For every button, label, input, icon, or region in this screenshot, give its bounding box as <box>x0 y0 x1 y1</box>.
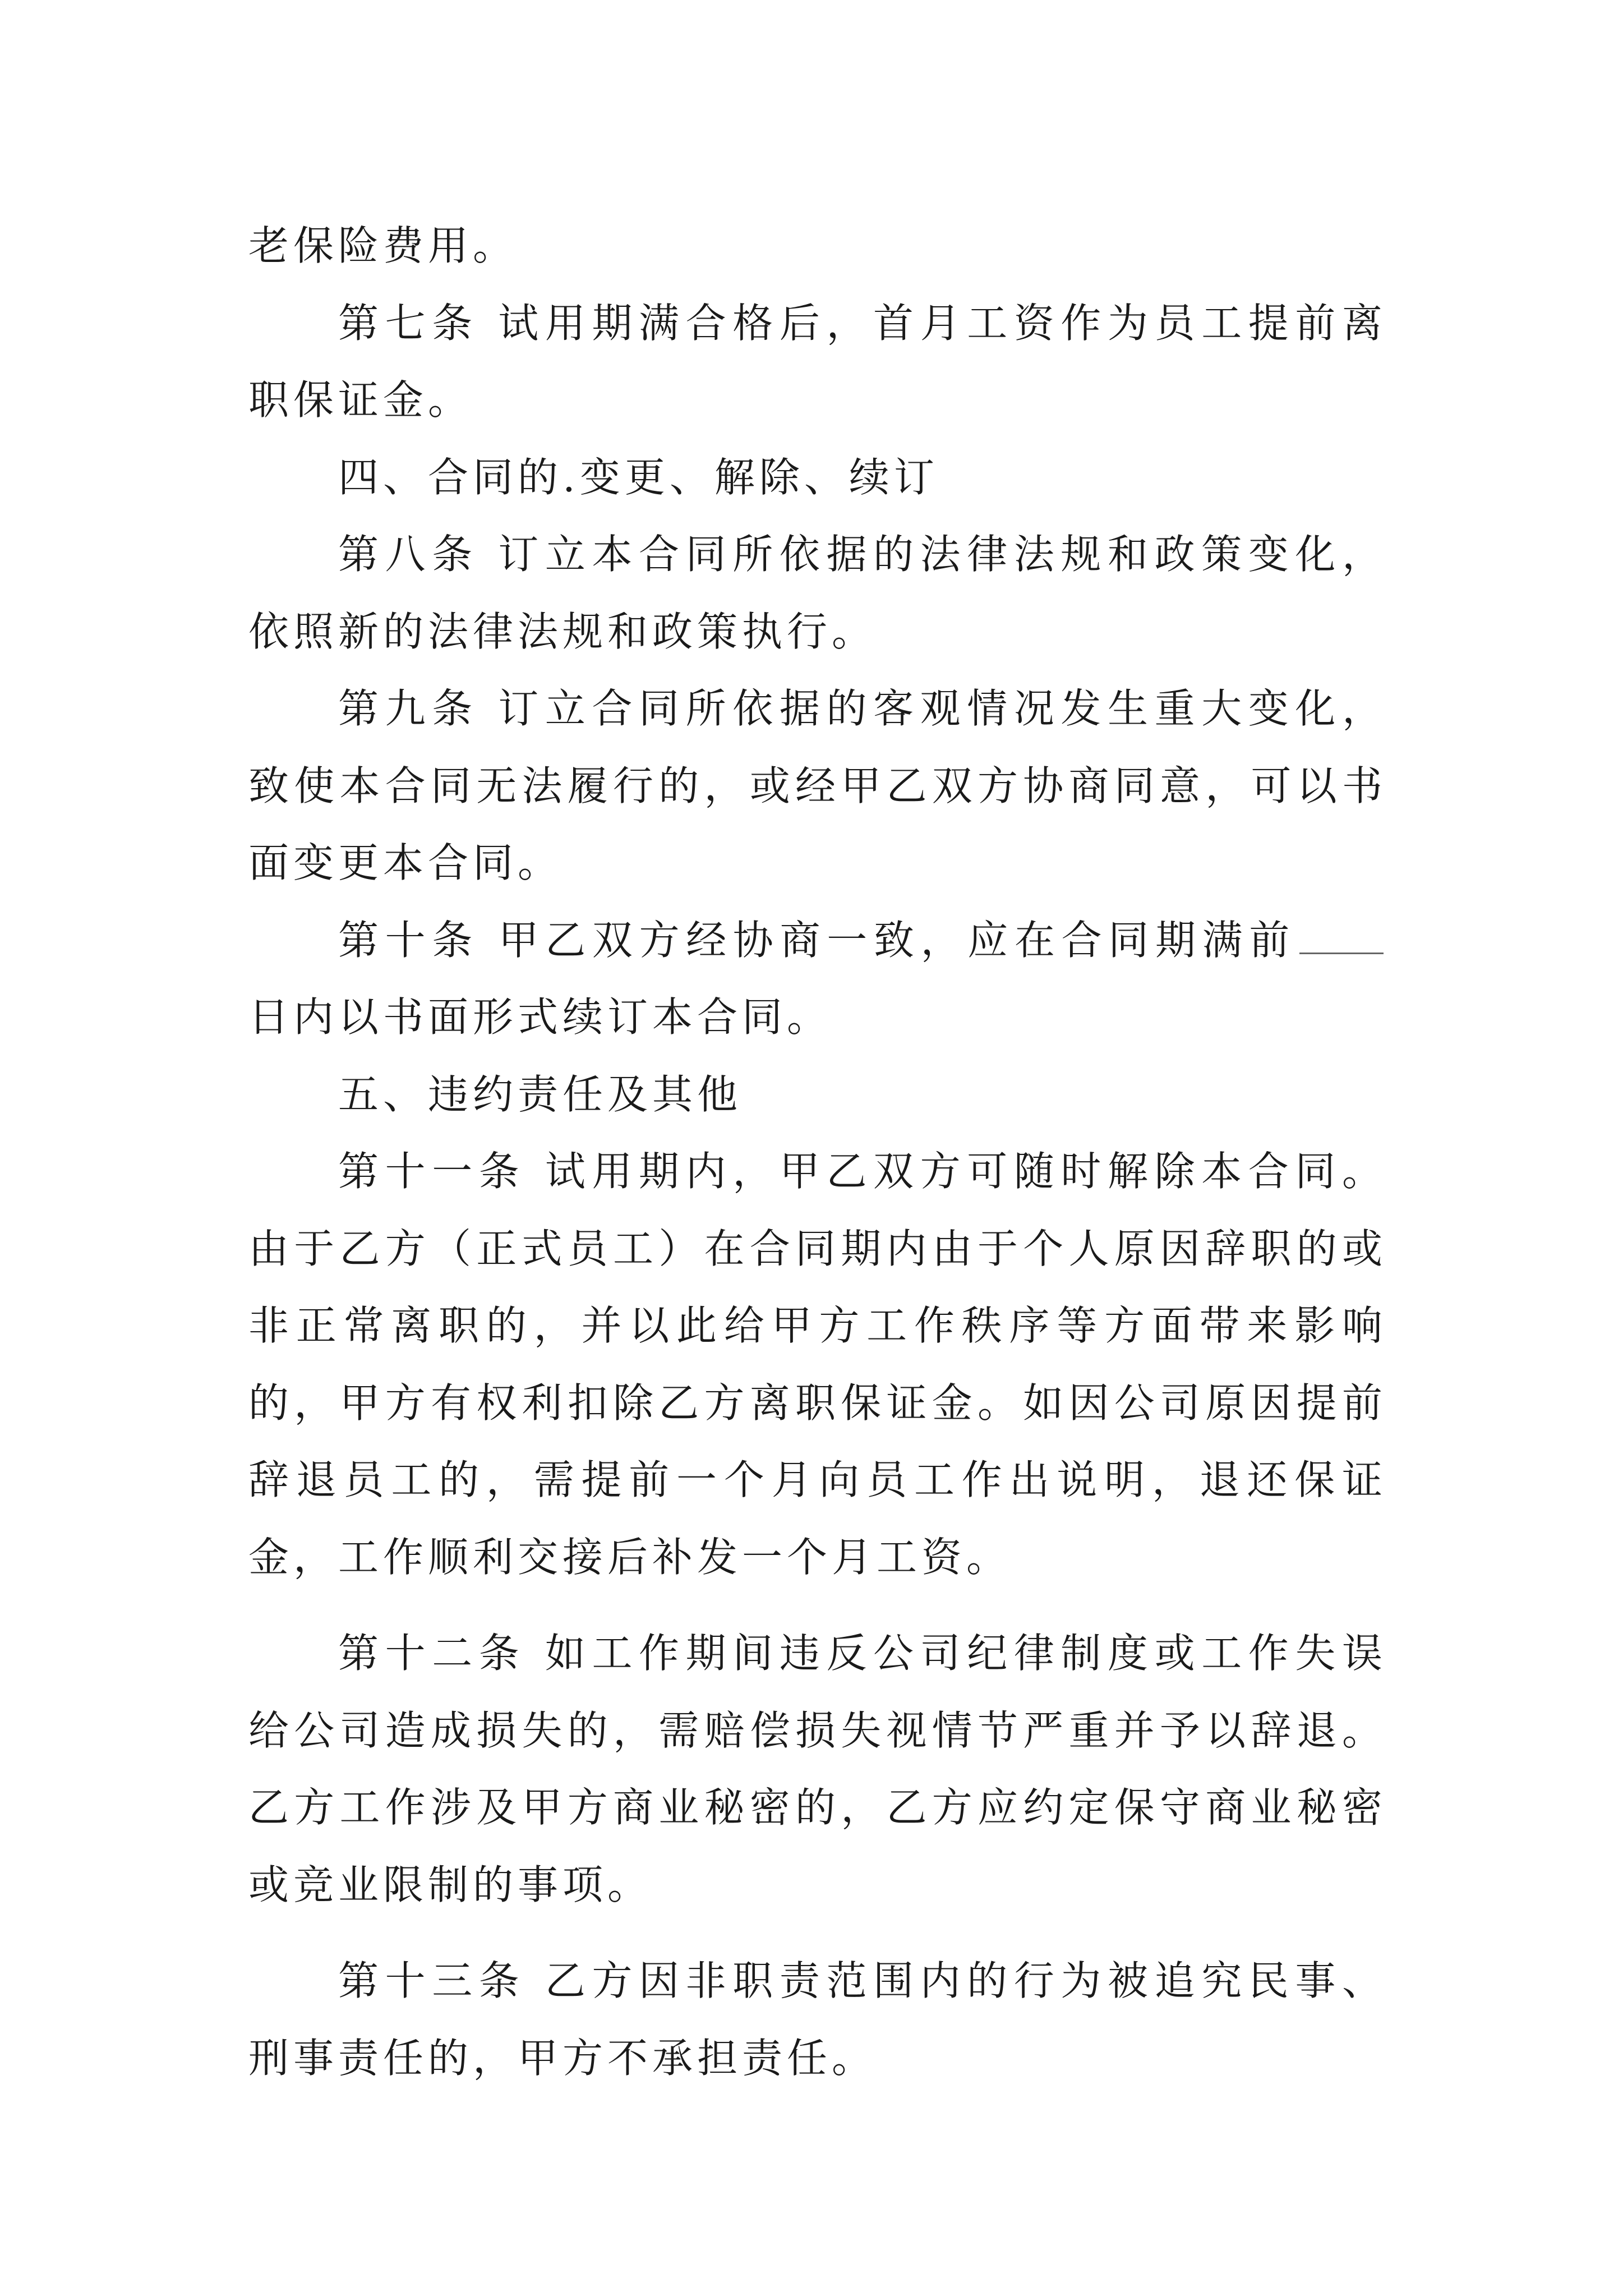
paragraph-article-9: 第九条 订立合同所依据的客观情况发生重大变化，致使本合同无法履行的，或经甲乙双方协商同意，可以书面变更本合同。 <box>248 685 1387 886</box>
paragraph-article-11: 第十一条 试用期内，甲乙双方可随时解除本合同。由于乙方（正式员工）在合同期内由于个人原因辞职的或非正常离职的，并以此给甲方工作秩序等方面带来影响的，甲方有权利扣除乙方离职保证金。如因公司原因提前辞退员工的，需提前一个月向员工作出说明，退还保证金，工作顺利交接后补发一个月工资。 <box>248 1148 1387 1581</box>
paragraph-article-13: 第十三条 乙方因非职责范围内的行为被追究民事、刑事责任的，甲方不承担责任。 <box>248 1957 1387 2082</box>
section-heading-5: 五、违约责任及其他 <box>338 1070 743 1118</box>
paragraph-article-10 <box>248 902 1387 1056</box>
document-body <box>248 208 1387 2097</box>
paragraph-article-12: 第十二条 如工作期间违反公司纪律制度或工作失误给公司造成损失的，需赔偿损失视情节严重并予以辞退。乙方工作涉及甲方商业秘密的，乙方应约定保守商业秘密或竞业限制的事项。 <box>248 1630 1387 1908</box>
article-10-text-before: 第十条 甲乙双方经协商一致，应在合同期满前 <box>338 916 1296 964</box>
paragraph-pension-fee: 老保险费用。 <box>248 222 518 269</box>
article-10-text-after: 日内以书面形式续订本合同。 <box>248 993 832 1041</box>
paragraph-article-7: 第七条 试用期满合格后，首月工资作为员工提前离职保证金。 <box>248 299 1387 424</box>
section-heading-4: 四、合同的.变更、解除、续订 <box>338 453 939 501</box>
paragraph-article-8: 第八条 订立本合同所依据的法律法规和政策变化，依照新的法律法规和政策执行。 <box>248 531 1387 655</box>
fill-in-blank <box>1299 919 1384 954</box>
